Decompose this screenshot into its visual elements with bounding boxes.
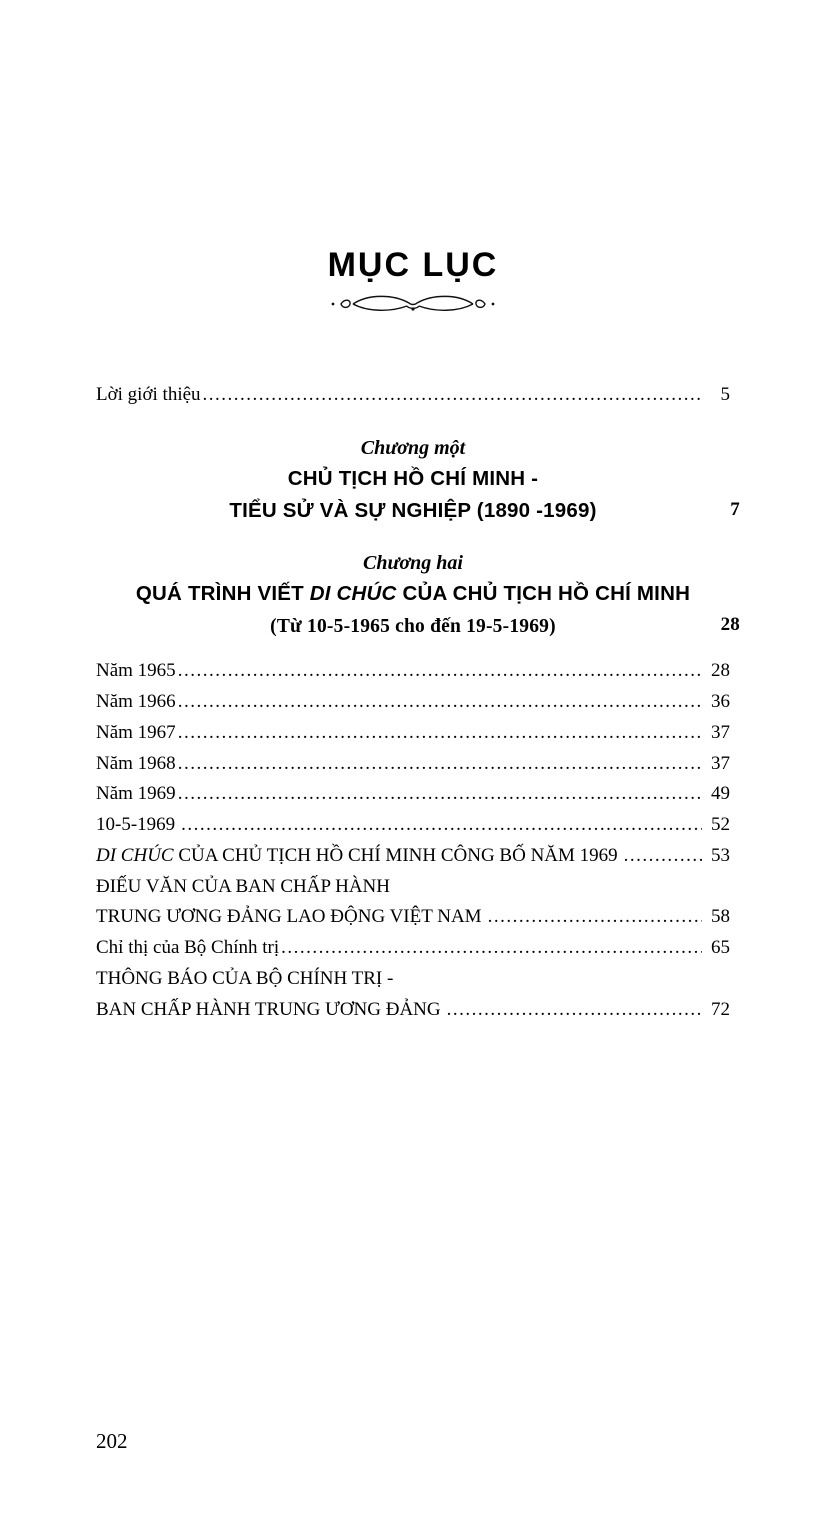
page-title: MỤC LỤC (327, 246, 499, 284)
toc-entry-page: 37 (711, 752, 730, 774)
leader-dots (178, 723, 702, 742)
leader-dots (181, 815, 702, 834)
chapter-two-date-range: (Từ 10-5-1965 cho đến 19-5-1969) (270, 616, 556, 638)
toc-chapter-two[interactable] (96, 548, 740, 642)
toc-entry-intro[interactable] (96, 380, 730, 411)
leader-dots (178, 692, 702, 711)
chapter-one-title-line1: CHỦ TỊCH HỒ CHÍ MINH - (287, 466, 539, 490)
toc-entry-page: 28 (711, 660, 730, 682)
toc-entry-label: TRUNG ƯƠNG ĐẢNG LAO ĐỘNG VIỆT NAM (96, 906, 482, 928)
leader-dots (281, 938, 702, 957)
toc-entry-label: 10-5-1969 (96, 814, 176, 836)
toc-entry-label: Năm 1966 (96, 691, 176, 713)
leader-dots (178, 754, 702, 773)
toc-entry-year-1969[interactable] (96, 779, 730, 810)
toc-page (0, 248, 826, 1540)
leader-dots (203, 385, 702, 404)
toc-entry-page: 53 (711, 844, 730, 866)
toc-entry-page: 52 (711, 814, 730, 836)
toc-entry-chi-thi[interactable] (96, 933, 730, 964)
toc-entry-page: 49 (711, 783, 730, 805)
toc-entry-page: 37 (711, 721, 730, 743)
chapter-two-kicker: Chương hai (363, 552, 463, 575)
toc-entry-label: Năm 1965 (96, 660, 176, 682)
chapter-one-page: 7 (730, 498, 740, 520)
toc-entry-label: Năm 1967 (96, 721, 176, 743)
chapter-one-title-line2-text: TIỂU SỬ VÀ SỰ NGHIỆP (1890 -1969) (229, 498, 597, 522)
leader-dots (178, 661, 702, 680)
chapter-one-kicker: Chương một (360, 436, 466, 459)
toc-entry-label: Năm 1969 (96, 783, 176, 805)
chapter-two-title-italic: DI CHÚC (309, 582, 397, 606)
toc-entry-year-1968[interactable] (96, 749, 730, 780)
toc-entry-year-1965[interactable] (96, 656, 730, 687)
chapter-two-title-line1 (96, 578, 730, 610)
chapter-two-title-pre: QUÁ TRÌNH VIẾT (135, 582, 310, 606)
leader-dots (488, 907, 702, 926)
toc-entry-page: 5 (720, 384, 730, 405)
leader-dots (178, 784, 702, 803)
chapter-one-title-line2 (96, 495, 740, 527)
toc-entry-label: Chỉ thị của Bộ Chính trị (96, 937, 280, 959)
toc-entry-year-1967[interactable] (96, 718, 730, 749)
toc-entry-page: 65 (711, 937, 730, 959)
toc-entry-label-rest: CỦA CHỦ TỊCH HỒ CHÍ MINH CÔNG BỐ NĂM 1969 (173, 844, 618, 866)
toc-entry-page: 58 (711, 906, 730, 928)
toc-entry-dieu-van[interactable] (96, 902, 730, 933)
toc-entry-thong-bao[interactable] (96, 995, 730, 1026)
toc-entry-label: BAN CHẤP HÀNH TRUNG ƯƠNG ĐẢNG (96, 998, 441, 1020)
toc-chapter-one[interactable] (96, 433, 740, 527)
toc-entry-date-10-5-1969[interactable] (96, 810, 730, 841)
leader-dots (447, 1000, 702, 1019)
toc-entry-thong-bao-line1: THÔNG BÁO CỦA BỘ CHÍNH TRỊ - (96, 967, 394, 989)
flourish-ornament-icon (96, 292, 730, 318)
toc-entry-dieu-van-line1: ĐIẾU VĂN CỦA BAN CHẤP HÀNH (96, 875, 390, 897)
toc-entry-label: Năm 1968 (96, 752, 176, 774)
toc-entry-page: 36 (711, 691, 730, 713)
toc-entry-di-chuc[interactable] (96, 841, 730, 872)
chapter-two-title-line2 (96, 610, 740, 642)
chapter-two-title-post: CỦA CHỦ TỊCH HỒ CHÍ MINH (396, 582, 691, 606)
toc-entry-label: Lời giới thiệu (96, 384, 201, 405)
page-folio: 202 (96, 1429, 128, 1453)
chapter-two-page: 28 (720, 614, 740, 636)
leader-dots (624, 846, 702, 865)
toc-entry-page: 72 (711, 998, 730, 1020)
toc-entry-label-italic: DI CHÚC (96, 844, 174, 866)
toc-entry-label (96, 841, 618, 872)
toc-entry-year-1966[interactable] (96, 687, 730, 718)
toc-entries (96, 380, 740, 1025)
